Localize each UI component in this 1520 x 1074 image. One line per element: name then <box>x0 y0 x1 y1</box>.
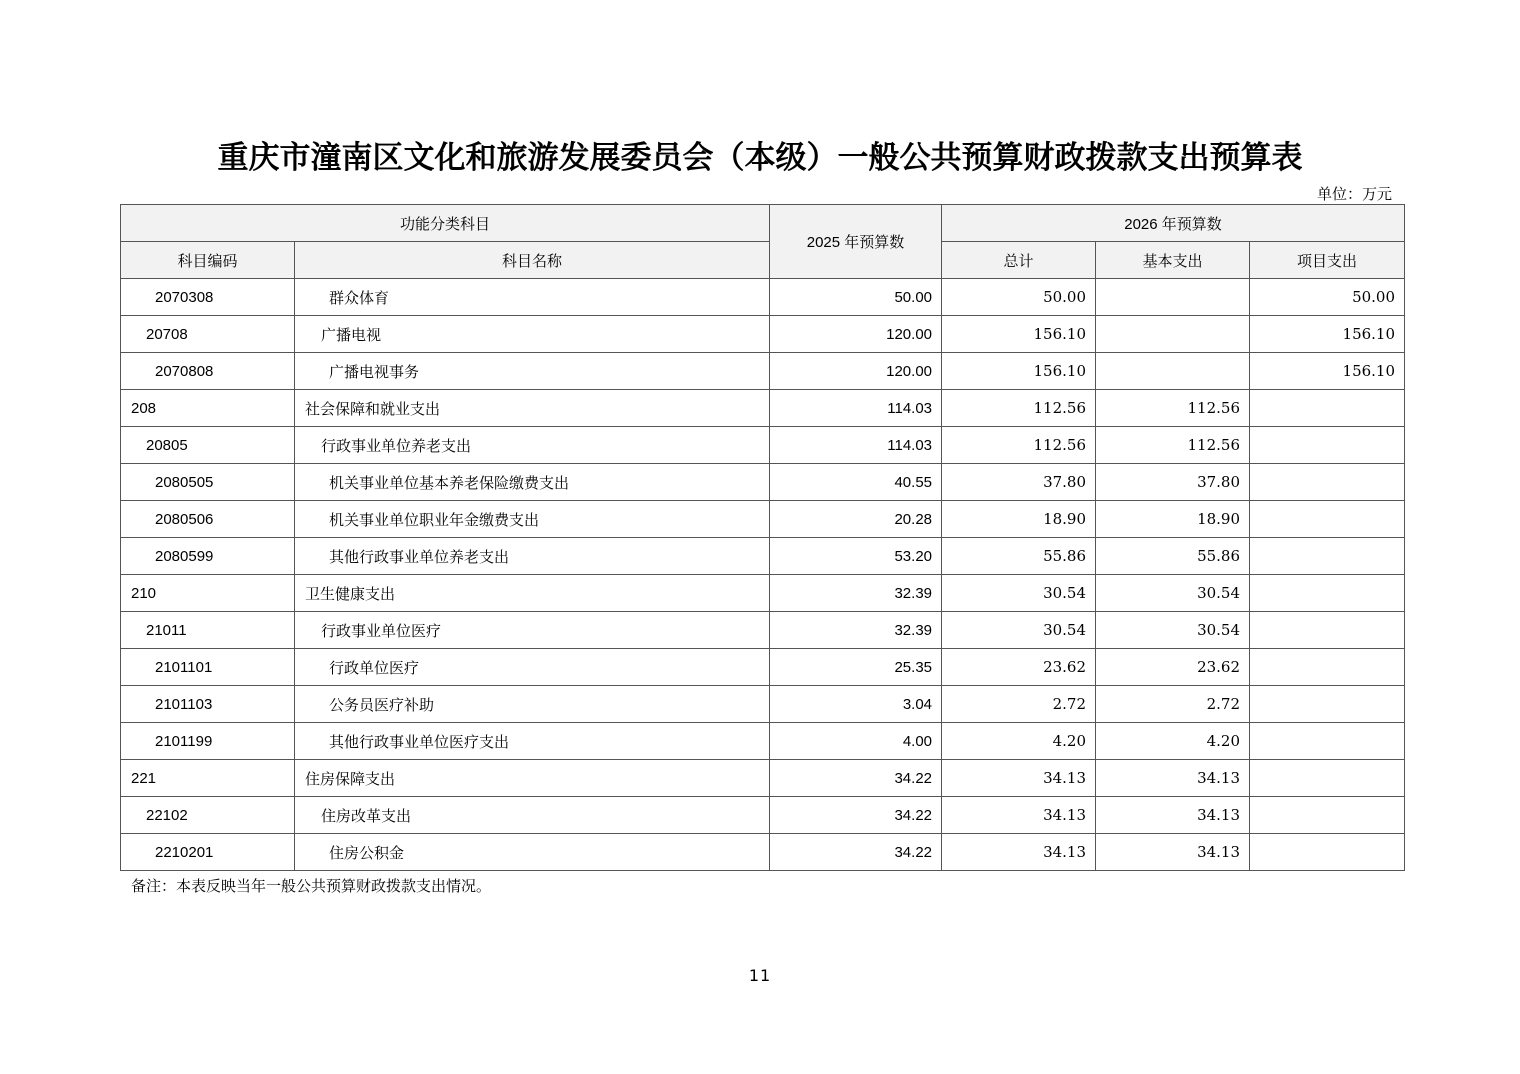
header-project: 项目支出 <box>1250 242 1405 279</box>
unit-label: 单位：万元 <box>1316 185 1392 203</box>
cell-code: 20708 <box>121 316 295 353</box>
header-functional: 功能分类科目 <box>121 205 770 242</box>
table-row <box>121 316 1405 353</box>
cell-code: 2070808 <box>121 353 295 390</box>
cell-total: 30.54 <box>942 575 1096 612</box>
table-row <box>121 353 1405 390</box>
cell-budget-2025: 34.22 <box>770 797 942 834</box>
cell-project: 50.00 <box>1250 279 1405 316</box>
cell-code: 22102 <box>121 797 295 834</box>
cell-name: 广播电视事务 <box>295 353 770 390</box>
table-row <box>121 797 1405 834</box>
cell-code: 2070308 <box>121 279 295 316</box>
cell-project: 156.10 <box>1250 353 1405 390</box>
cell-budget-2025: 53.20 <box>770 538 942 575</box>
cell-budget-2025: 4.00 <box>770 723 942 760</box>
cell-project <box>1250 760 1405 797</box>
cell-total: 55.86 <box>942 538 1096 575</box>
cell-budget-2025: 120.00 <box>770 353 942 390</box>
cell-basic: 4.20 <box>1096 723 1250 760</box>
cell-total: 112.56 <box>942 427 1096 464</box>
cell-code: 21011 <box>121 612 295 649</box>
cell-code: 2080505 <box>121 464 295 501</box>
cell-project <box>1250 612 1405 649</box>
cell-code: 20805 <box>121 427 295 464</box>
cell-budget-2025: 50.00 <box>770 279 942 316</box>
cell-code: 2101199 <box>121 723 295 760</box>
cell-budget-2025: 114.03 <box>770 390 942 427</box>
cell-basic <box>1096 316 1250 353</box>
cell-code: 221 <box>121 760 295 797</box>
cell-code: 210 <box>121 575 295 612</box>
cell-project <box>1250 464 1405 501</box>
cell-budget-2025: 114.03 <box>770 427 942 464</box>
cell-code: 2210201 <box>121 834 295 871</box>
header-name: 科目名称 <box>295 242 770 279</box>
cell-project <box>1250 797 1405 834</box>
cell-code: 2101101 <box>121 649 295 686</box>
cell-budget-2025: 32.39 <box>770 575 942 612</box>
cell-total: 30.54 <box>942 612 1096 649</box>
cell-name: 群众体育 <box>295 279 770 316</box>
cell-basic: 30.54 <box>1096 612 1250 649</box>
header-code: 科目编码 <box>121 242 295 279</box>
cell-basic: 2.72 <box>1096 686 1250 723</box>
cell-project <box>1250 649 1405 686</box>
cell-total: 34.13 <box>942 760 1096 797</box>
cell-project <box>1250 501 1405 538</box>
cell-budget-2025: 40.55 <box>770 464 942 501</box>
cell-total: 156.10 <box>942 316 1096 353</box>
table-row <box>121 390 1405 427</box>
cell-name: 行政事业单位养老支出 <box>295 427 770 464</box>
cell-total: 156.10 <box>942 353 1096 390</box>
cell-name: 机关事业单位职业年金缴费支出 <box>295 501 770 538</box>
cell-project <box>1250 834 1405 871</box>
cell-budget-2025: 34.22 <box>770 834 942 871</box>
cell-basic <box>1096 353 1250 390</box>
cell-basic: 37.80 <box>1096 464 1250 501</box>
cell-total: 34.13 <box>942 834 1096 871</box>
cell-name: 机关事业单位基本养老保险缴费支出 <box>295 464 770 501</box>
cell-name: 社会保障和就业支出 <box>295 390 770 427</box>
cell-project <box>1250 575 1405 612</box>
table-row <box>121 427 1405 464</box>
header-budget-2026: 2026 年预算数 <box>942 205 1405 242</box>
page-number: 11 <box>748 966 772 985</box>
table-row <box>121 723 1405 760</box>
cell-basic: 55.86 <box>1096 538 1250 575</box>
cell-total: 23.62 <box>942 649 1096 686</box>
cell-name: 住房保障支出 <box>295 760 770 797</box>
table-row <box>121 686 1405 723</box>
cell-basic: 23.62 <box>1096 649 1250 686</box>
cell-name: 卫生健康支出 <box>295 575 770 612</box>
table-row <box>121 538 1405 575</box>
cell-budget-2025: 25.35 <box>770 649 942 686</box>
header-row-1 <box>121 205 1405 242</box>
cell-code: 208 <box>121 390 295 427</box>
cell-basic: 112.56 <box>1096 427 1250 464</box>
table-row <box>121 464 1405 501</box>
cell-total: 34.13 <box>942 797 1096 834</box>
cell-basic: 30.54 <box>1096 575 1250 612</box>
cell-project <box>1250 390 1405 427</box>
cell-project: 156.10 <box>1250 316 1405 353</box>
cell-code: 2080599 <box>121 538 295 575</box>
cell-budget-2025: 3.04 <box>770 686 942 723</box>
cell-budget-2025: 32.39 <box>770 612 942 649</box>
header-total: 总计 <box>942 242 1096 279</box>
budget-table <box>120 204 1405 871</box>
cell-total: 50.00 <box>942 279 1096 316</box>
cell-name: 公务员医疗补助 <box>295 686 770 723</box>
document-title: 重庆市潼南区文化和旅游发展委员会（本级）一般公共预算财政拨款支出预算表 <box>217 140 1303 176</box>
cell-code: 2080506 <box>121 501 295 538</box>
cell-name: 广播电视 <box>295 316 770 353</box>
cell-project <box>1250 686 1405 723</box>
cell-name: 其他行政事业单位医疗支出 <box>295 723 770 760</box>
cell-project <box>1250 538 1405 575</box>
table-row <box>121 612 1405 649</box>
cell-name: 行政单位医疗 <box>295 649 770 686</box>
cell-budget-2025: 34.22 <box>770 760 942 797</box>
header-row-2 <box>121 242 1405 279</box>
cell-basic: 18.90 <box>1096 501 1250 538</box>
cell-basic: 34.13 <box>1096 834 1250 871</box>
table-row <box>121 649 1405 686</box>
header-basic: 基本支出 <box>1096 242 1250 279</box>
header-budget-2025: 2025 年预算数 <box>770 205 942 279</box>
cell-basic: 34.13 <box>1096 797 1250 834</box>
cell-basic: 112.56 <box>1096 390 1250 427</box>
cell-name: 行政事业单位医疗 <box>295 612 770 649</box>
cell-total: 18.90 <box>942 501 1096 538</box>
cell-budget-2025: 120.00 <box>770 316 942 353</box>
cell-project <box>1250 427 1405 464</box>
cell-name: 住房改革支出 <box>295 797 770 834</box>
cell-basic <box>1096 279 1250 316</box>
table-row <box>121 279 1405 316</box>
cell-name: 住房公积金 <box>295 834 770 871</box>
cell-budget-2025: 20.28 <box>770 501 942 538</box>
table-row <box>121 760 1405 797</box>
cell-total: 112.56 <box>942 390 1096 427</box>
cell-project <box>1250 723 1405 760</box>
cell-total: 37.80 <box>942 464 1096 501</box>
cell-basic: 34.13 <box>1096 760 1250 797</box>
table-row <box>121 575 1405 612</box>
table-row <box>121 834 1405 871</box>
footnote: 备注：本表反映当年一般公共预算财政拨款支出情况。 <box>131 877 492 895</box>
cell-code: 2101103 <box>121 686 295 723</box>
table-body <box>121 279 1405 871</box>
cell-name: 其他行政事业单位养老支出 <box>295 538 770 575</box>
cell-total: 2.72 <box>942 686 1096 723</box>
table-row <box>121 501 1405 538</box>
cell-total: 4.20 <box>942 723 1096 760</box>
